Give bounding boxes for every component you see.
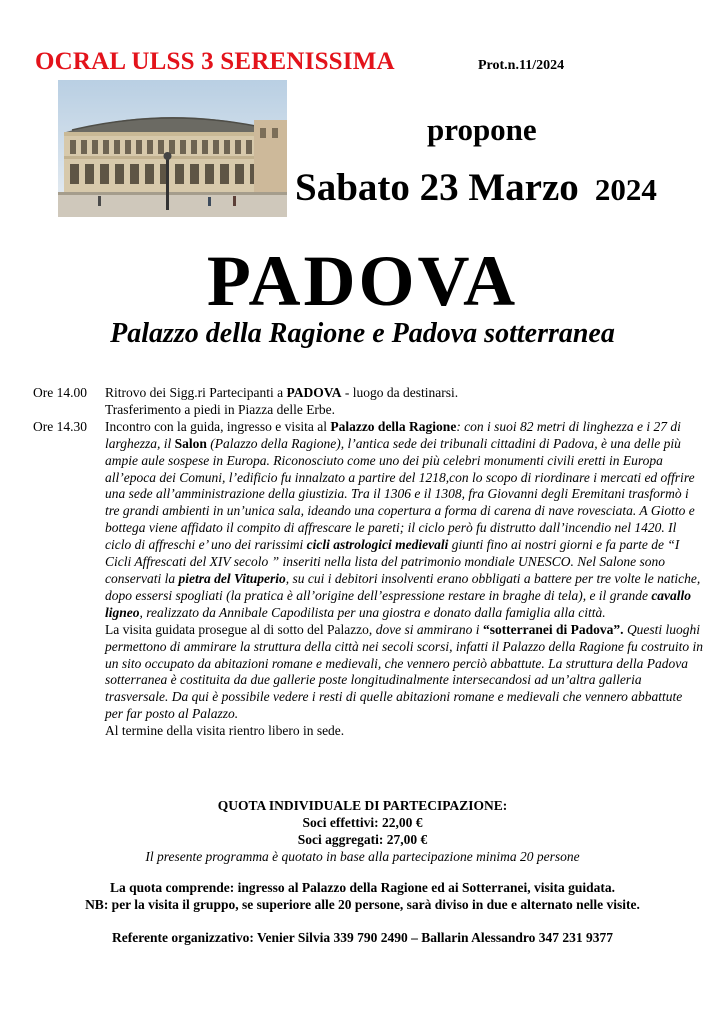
schedule-text: Ritrovo dei Sigg.ri Partecipanti a bbox=[105, 385, 287, 400]
palazzo-della-ragione-photo bbox=[58, 80, 287, 217]
schedule-line: Trasferimento a piedi in Piazza delle Erbe. bbox=[105, 401, 336, 417]
includes-note: La quota comprende: ingresso al Palazzo della Ragione ed ai Sotterranei, visita guidata. bbox=[110, 880, 615, 895]
visit-text: , su cui i debitori insolventi erano obbligati a battere per tre volte le natiche, dopo essersi spogliati (la pratica è all’origine dell’espressione restare in braghe di tela), e il grande bbox=[105, 570, 701, 603]
price-effettivi: Soci effettivi: 22,00 € bbox=[302, 815, 423, 830]
visit-text: giunti fino ai nostri giorni e fa parte de “I Cicli Affrescati del XIV secolo ” inseriti nella lista del patrimonio mondiale UNESCO. Nel Salone sono conservati la bbox=[105, 537, 680, 586]
event-subtitle: Palazzo della Ragione e Padova sotterranea bbox=[110, 318, 615, 349]
visit-highlight: “sotterranei di Padova”. bbox=[482, 621, 624, 637]
price-heading: QUOTA INDIVIDUALE DI PARTECIPAZIONE: bbox=[217, 798, 508, 813]
visit-text: Questi luoghi permettono di ammirare la struttura della città nei secoli scorsi, infatti il Palazzo della Ragione fu costruito in un sito occupato da abitazioni romane e medievali, che vennero perciò abbattute. La struttura della Padova sotterranea è costituita da due gallerie poste longitudinalmente intersecandosi ad un’altra galleria trasversale. Da qui è possibile vedere i resti di quelle abitazioni romane e medievali che vennero abbattute per far posto al Palazzo. bbox=[105, 621, 703, 722]
schedule-time: Ore 14.00 bbox=[33, 385, 87, 400]
propone-label: propone bbox=[427, 112, 537, 147]
visit-text: La visita guidata prosegue al di sotto del Palazzo, bbox=[105, 621, 376, 637]
organization-name: OCRAL ULSS 3 SERENISSIMA bbox=[35, 48, 395, 75]
event-day: Sabato 23 Marzo bbox=[295, 166, 579, 209]
visit-text: Al termine della visita rientro libero in sede. bbox=[105, 723, 345, 739]
organizer-contacts: Referente organizzativo: Venier Silvia 339 790 2490 – Ballarin Alessandro 347 231 9377 bbox=[112, 930, 613, 945]
destination-title: PADOVA bbox=[206, 241, 519, 321]
schedule-time: Ore 14.30 bbox=[33, 418, 87, 434]
visit-text: : con i suoi 82 metri di linghezza e i 27 di larghezza, il bbox=[105, 418, 681, 451]
event-year: 2024 bbox=[594, 172, 657, 207]
protocol-number: Prot.n.11/2024 bbox=[478, 58, 565, 73]
visit-text: (Palazzo della Ragione), l’antica sede dei tribunali cittadini di Padova, è una delle più ampie aule sospese in Europa. Riconosciuto come uno dei più celebri monumenti civili eretti in Europa all’epoca dei Comuni, l’edificio fu innalzato a partire del 1218,con lo scopo di riordinare i mercati ed offrire una sede all’amministrazione della giustizia. Tra il 1306 e il 1308, fra Giovanni degli Eremitani trasformò i tre grandi ambienti in un’unica sala, ideando una copertura a forma di carena di nave rovesciata. A Giotto e bottega viene affidato il compito di affrescare le pareti; il ciclo però fu distrutto dall’incendio nel 1420. Il ciclo di affreschi e’ uno dei rarissimi bbox=[105, 435, 695, 553]
event-date bbox=[295, 165, 657, 210]
nb-note: NB: per la visita il gruppo, se superiore alle 20 persone, sarà diviso in due e alternato nelle visite. bbox=[85, 897, 640, 912]
notes-section bbox=[0, 879, 725, 913]
visit-description bbox=[105, 419, 703, 740]
visit-text: , realizzato da Annibale Capodilista per una giostra e donato dalla famiglia alla città. bbox=[139, 604, 606, 620]
schedule-city: PADOVA bbox=[286, 385, 342, 400]
visit-highlight: cavallo ligneo bbox=[105, 587, 692, 620]
visit-highlight: Salon bbox=[174, 435, 207, 451]
visit-highlight: Palazzo della Ragione bbox=[330, 418, 457, 434]
visit-text: dove si ammirano i bbox=[375, 621, 483, 637]
schedule-item-1400 bbox=[33, 385, 703, 402]
visit-highlight: cicli astrologici medievali bbox=[306, 537, 449, 553]
price-aggregati: Soci aggregati: 27,00 € bbox=[297, 832, 428, 847]
visit-text: Incontro con la guida, ingresso e visita al bbox=[105, 418, 331, 434]
schedule-text: - luogo da destinarsi. bbox=[341, 385, 459, 400]
program-schedule bbox=[33, 385, 703, 740]
price-section bbox=[0, 797, 725, 865]
price-note: Il presente programma è quotato in base alla partecipazione minima 20 persone bbox=[145, 849, 580, 864]
visit-highlight: pietra del Vituperio bbox=[178, 570, 286, 586]
schedule-item-1430 bbox=[33, 419, 703, 740]
